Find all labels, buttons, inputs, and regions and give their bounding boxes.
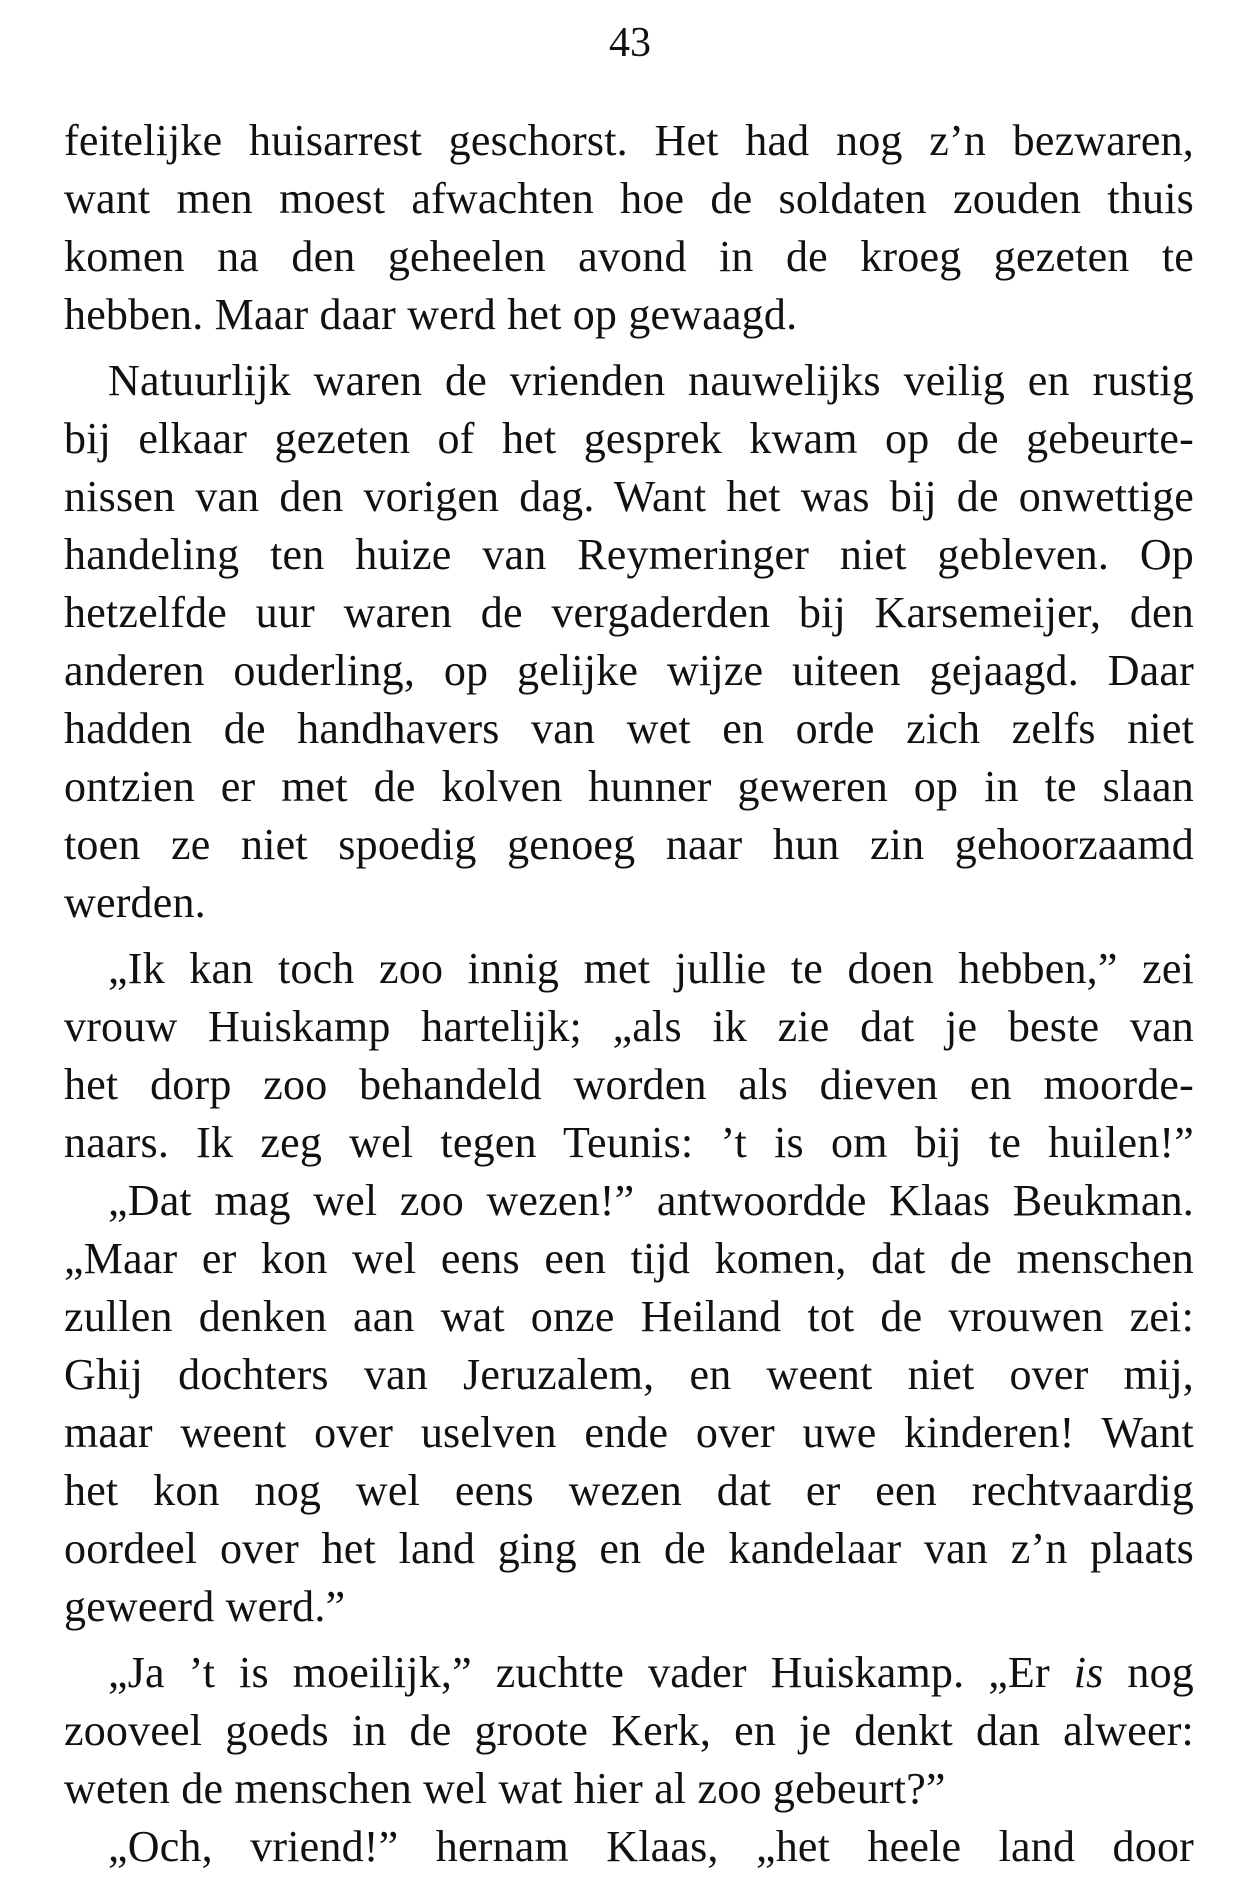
text-line: feitelijke huisarrest geschorst. Het had nog z’n bezwaren,: [64, 116, 1194, 165]
text-line: hetzelfde uur waren de vergaderden bij Karsemeijer, den: [64, 588, 1194, 637]
text-line: zullen denken aan wat onze Heiland tot de vrouwen zei:: [64, 1292, 1194, 1341]
text-line: oordeel over het land ging en de kandelaar van z’n plaats: [64, 1524, 1194, 1573]
italic-word: is: [1073, 1648, 1104, 1697]
text-line: hebben. Maar daar werd het op gewaagd.: [64, 290, 798, 339]
text-line: geweerd werd.”: [64, 1582, 346, 1631]
text-line: naars. Ik zeg wel tegen Teunis: ’t is om bij te huilen!”: [64, 1118, 1194, 1167]
text-line: het dorp zoo behandeld worden als dieven en moorde-: [64, 1060, 1194, 1109]
text-line: handeling ten huize van Reymeringer niet gebleven. Op: [64, 530, 1194, 579]
text-line: hadden de handhavers van wet en orde zich zelfs niet: [64, 704, 1194, 753]
text-line: want men moest afwachten hoe de soldaten zouden thuis: [64, 174, 1194, 223]
text-line: bij elkaar gezeten of het gesprek kwam op de gebeurte-: [64, 414, 1194, 463]
page-number: 43: [609, 20, 651, 66]
text-segment: „Ja ’t is moeilijk,” zuchtte vader Huiskamp. „Er: [108, 1648, 1074, 1697]
text-line: vrouw Huiskamp hartelijk; „als ik zie dat je beste van: [64, 1002, 1194, 1051]
text-line: weten de menschen wel wat hier al zoo gebeurt?”: [64, 1764, 946, 1813]
text-line: maar weent over uselven ende over uwe kinderen! Want: [64, 1408, 1194, 1457]
text-line: nissen van den vorigen dag. Want het was bij de onwettige: [64, 472, 1194, 521]
text-line: [64, 1644, 1194, 1702]
text-line: anderen ouderling, op gelijke wijze uiteen gejaagd. Daar: [64, 646, 1194, 695]
text-line: Ghij dochters van Jeruzalem, en weent niet over mij,: [64, 1350, 1194, 1399]
text-line: zooveel goeds in de groote Kerk, en je denkt dan alweer:: [64, 1706, 1194, 1755]
text-line: „Och, vriend!” hernam Klaas, „het heele land door: [108, 1822, 1194, 1871]
text-line: „Ik kan toch zoo innig met jullie te doen hebben,” zei: [108, 944, 1194, 993]
text-line: werden.: [64, 878, 206, 927]
text-line: ontzien er met de kolven hunner geweren op in te slaan: [64, 762, 1194, 811]
text-line: „Maar er kon wel eens een tijd komen, dat de menschen: [64, 1234, 1194, 1283]
text-line: komen na den geheelen avond in de kroeg gezeten te: [64, 232, 1194, 281]
text-line: Natuurlijk waren de vrienden nauwelijks veilig en rustig: [108, 356, 1194, 405]
text-segment: nog: [1103, 1648, 1194, 1697]
body-text: [64, 112, 1194, 1876]
text-line: het kon nog wel eens wezen dat er een rechtvaardig: [64, 1466, 1194, 1515]
text-line: „Dat mag wel zoo wezen!” antwoordde Klaas Beukman.: [108, 1176, 1194, 1225]
text-line: toen ze niet spoedig genoeg naar hun zin gehoorzaamd: [64, 820, 1194, 869]
